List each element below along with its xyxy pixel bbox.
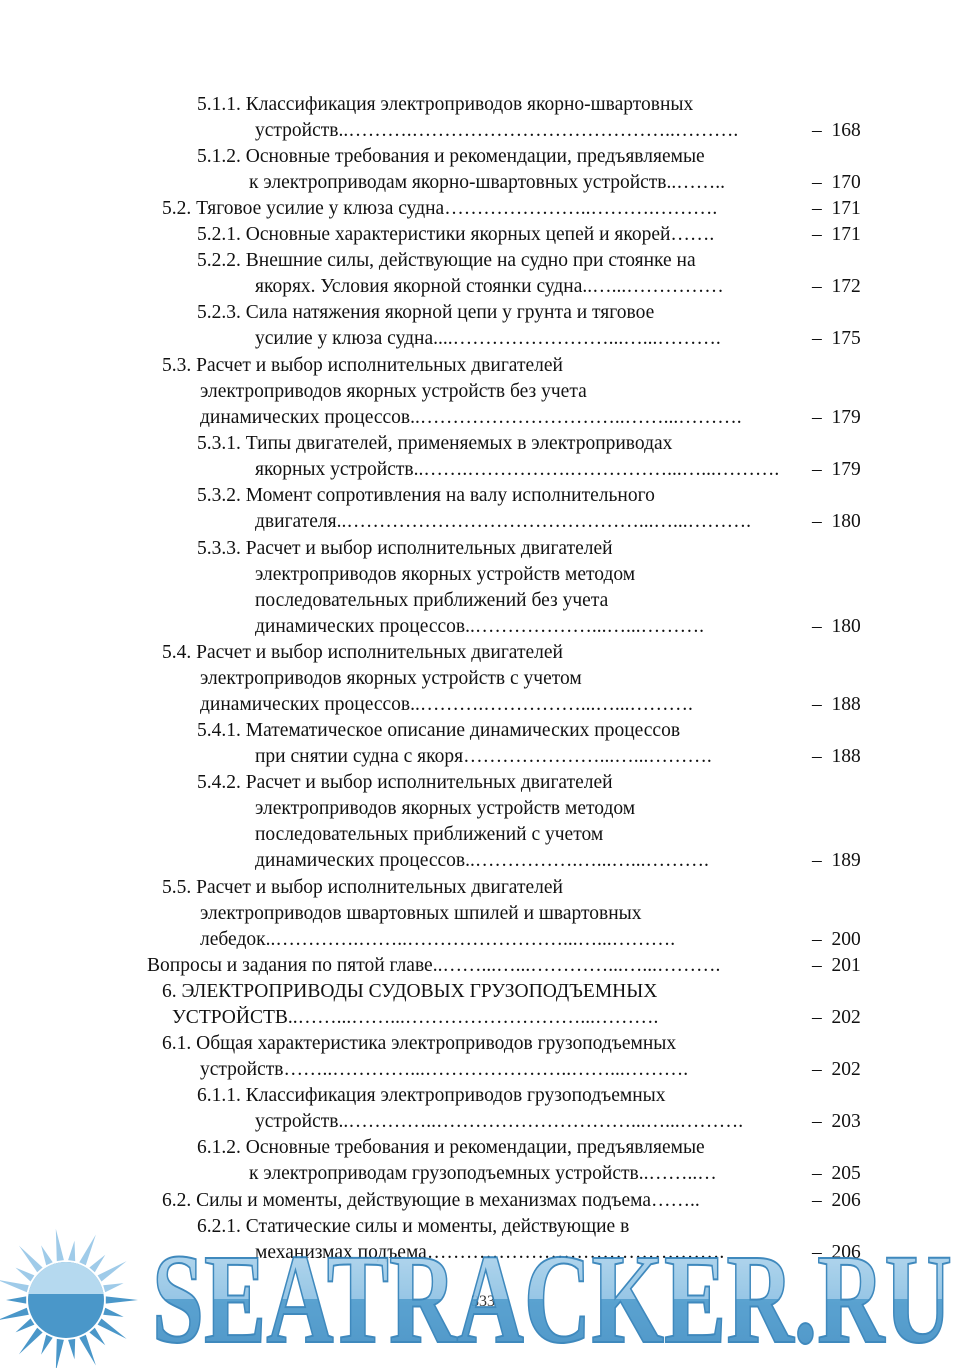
- toc-entry-text: 5.2.2. Внешние силы, действующие на судно при стоянке на: [197, 250, 696, 271]
- toc-entry-text: 6. ЭЛЕКТРОПРИВОДЫ СУДОВЫХ ГРУЗОПОДЪЕМНЫХ: [162, 981, 658, 1002]
- toc-entry-text: Вопросы и задания по пятой главе..……...…...…………...…...……….: [147, 955, 721, 976]
- toc-entry-text: динамических процессов..…………………………..……...……….: [200, 407, 742, 428]
- toc-entry-text: 5.3. Расчет и выбор исполнительных двигателей: [162, 355, 563, 376]
- sun-ray: [41, 1335, 53, 1355]
- toc-entry-text: 5.3.1. Типы двигателей, применяемых в электроприводах: [197, 433, 673, 454]
- toc-entry-text: лебедок..………….……..……………………...…...……….: [200, 929, 676, 950]
- toc-entry-page: – 205: [812, 1163, 861, 1184]
- toc-entry-text: 5.1.2. Основные требования и рекомендации, предъявляемые: [197, 146, 705, 167]
- toc-entry-text: двигателя..………………………………………...…...……….: [255, 511, 751, 532]
- toc-entry-page: – 188: [812, 694, 861, 715]
- toc-entry-text: к электроприводам грузоподъемных устройств..……..…: [249, 1163, 717, 1184]
- sun-ray: [68, 1339, 75, 1360]
- toc-entry-text: 5.3.3. Расчет и выбор исполнительных двигателей: [197, 538, 613, 559]
- toc-entry-page: – 175: [812, 328, 861, 349]
- toc-entry-text: последовательных приближений с учетом: [255, 824, 604, 845]
- toc-entry-text: 6.2.1. Статические силы и моменты, действующие в: [197, 1216, 630, 1237]
- toc-entry-page: – 179: [812, 459, 861, 480]
- toc-entry-page: – 206: [812, 1190, 861, 1211]
- toc-entry-text: 6.2. Силы и моменты, действующие в механизмах подъема……..: [162, 1190, 700, 1211]
- toc-entry-text: электроприводов швартовных шпилей и швартовных: [200, 903, 642, 924]
- toc-entry-page: – 206: [812, 1242, 861, 1263]
- toc-entry-text: динамических процессов..…………….…...…...……….: [255, 850, 709, 871]
- toc-entry-text: якорях. Условия якорной стоянки судна..…...……………: [255, 276, 724, 297]
- toc-entry-text: 6.1.1. Классификация электроприводов грузоподъемных: [197, 1085, 666, 1106]
- toc-entry-page: – 179: [812, 407, 861, 428]
- toc-entry-page: – 170: [812, 172, 861, 193]
- toc-entry-text: устройств……..…………...…………………..……...……….: [200, 1059, 689, 1080]
- toc-entry-text: 5.5. Расчет и выбор исполнительных двигателей: [162, 877, 563, 898]
- toc-entry-text: 5.4. Расчет и выбор исполнительных двигателей: [162, 642, 563, 663]
- table-of-contents: [0, 92, 966, 1332]
- toc-entry-text: 5.3.2. Момент сопротивления на валу исполнительного: [197, 485, 655, 506]
- toc-entry-page: – 202: [812, 1007, 861, 1028]
- toc-entry-text: устройств..…………..…………………………...…...……….: [255, 1111, 744, 1132]
- toc-entry-page: – 180: [812, 616, 861, 637]
- toc-entry-text: УСТРОЙСТВ..……...……...………………………...……….: [172, 1007, 659, 1028]
- toc-entry-text: устройств..……….…………………………………..……….: [255, 120, 739, 141]
- toc-entry-text: электроприводов якорных устройств с учетом: [200, 668, 582, 689]
- toc-entry-page: – 202: [812, 1059, 861, 1080]
- toc-entry-text: последовательных приближений без учета: [255, 590, 609, 611]
- toc-entry-page: – 200: [812, 929, 861, 950]
- toc-entry-page: – 180: [812, 511, 861, 532]
- toc-entry-text: 5.4.1. Математическое описание динамических процессов: [197, 720, 681, 741]
- toc-entry-text: 6.1.2. Основные требования и рекомендации, предъявляемые: [197, 1137, 705, 1158]
- toc-entry-page: – 189: [812, 850, 861, 871]
- toc-entry-page: – 188: [812, 746, 861, 767]
- toc-entry-text: электроприводов якорных устройств методом: [255, 564, 636, 585]
- toc-entry-page: – 168: [812, 120, 861, 141]
- toc-entry-page: – 171: [812, 224, 861, 245]
- toc-entry-text: динамических процессов..……….……………...…...……….: [200, 694, 693, 715]
- watermark-text: SEATRACKER.RU: [152, 1228, 952, 1368]
- toc-entry-text: 5.2.3. Сила натяжения якорной цепи у грунта и тяговое: [197, 302, 655, 323]
- sun-ray: [56, 1339, 64, 1368]
- toc-entry-text: 5.4.2. Расчет и выбор исполнительных двигателей: [197, 772, 613, 793]
- toc-entry-text: 6.1. Общая характеристика электроприводов грузоподъемных: [162, 1033, 677, 1054]
- toc-entry-page: – 201: [812, 955, 861, 976]
- toc-entry-text: к электроприводам якорно-швартовных устройств..……..: [249, 172, 726, 193]
- toc-entry-text: якорных устройств..…….…………….……………...…...……….: [255, 459, 780, 480]
- sun-ray: [79, 1335, 96, 1366]
- toc-entry-text: динамических процессов..………………...…...……….: [255, 616, 705, 637]
- toc-entry-page: – 171: [812, 198, 861, 219]
- toc-entry-text: электроприводов якорных устройств методом: [255, 798, 636, 819]
- toc-entry-text: усилие у клюза судна....……………………...…...……….: [255, 328, 721, 349]
- page-number-footer: 333: [471, 1293, 495, 1310]
- toc-entry-text: электроприводов якорных устройств без учета: [200, 381, 587, 402]
- toc-entry-text: механизмах подъема……………………………………….: [255, 1242, 725, 1263]
- toc-entry-page: – 203: [812, 1111, 861, 1132]
- toc-entry-text: 5.2. Тяговое усилие у клюза судна…………………..……….……….: [162, 198, 718, 219]
- toc-entry-text: при снятии судна с якоря…………………...…...……….: [255, 746, 712, 767]
- toc-entry-text: 5.2.1. Основные характеристики якорных цепей и якорей…….: [197, 224, 715, 245]
- toc-entry-text: 5.1.1. Классификация электроприводов якорно-швартовных: [197, 94, 694, 115]
- toc-entry-page: – 172: [812, 276, 861, 297]
